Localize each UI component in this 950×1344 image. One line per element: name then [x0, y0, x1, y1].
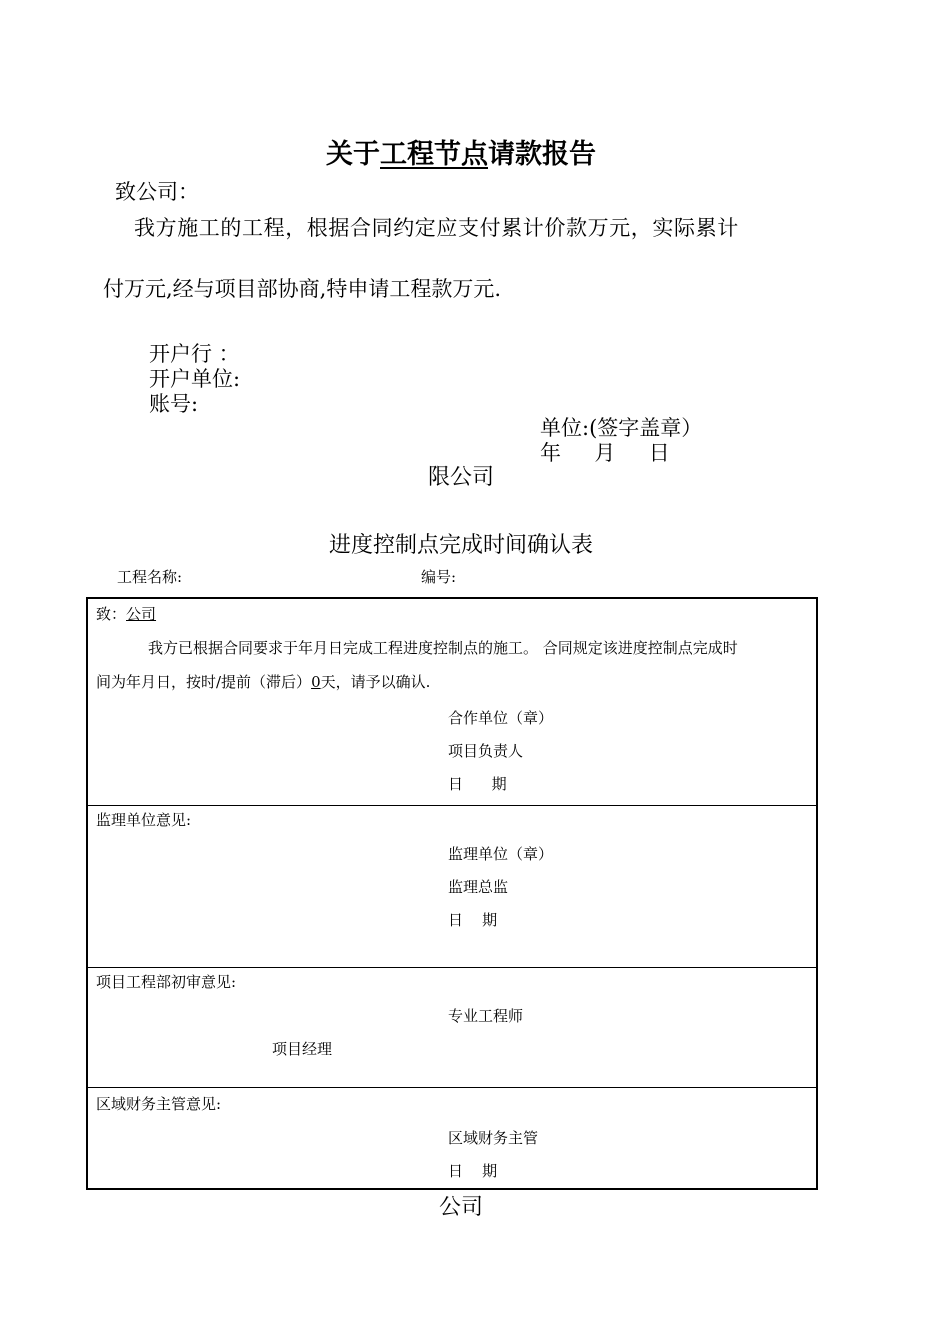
project-manager: 项目经理 [272, 1040, 333, 1058]
account-unit-label: 开户单位: [149, 367, 241, 391]
finance-supervisor: 区域财务主管 [448, 1129, 539, 1147]
contractor-body-1: 我方已根据合同要求于年月日完成工程进度控制点的施工。 合同规定该进度控制点完成时 [148, 639, 738, 657]
contractor-section [88, 599, 816, 805]
to-line [96, 603, 156, 624]
finance-section [88, 1087, 816, 1188]
confirmation-form [86, 597, 818, 1190]
body-line-2: 付万元,经与项目部协商,特申请工程款万元. [103, 277, 502, 301]
confirm-title: 进度控制点完成时间确认表 [328, 533, 593, 558]
supervision-section [88, 805, 816, 967]
signature-unit: 单位:(签字盖章） [540, 416, 703, 440]
request-title [0, 132, 922, 171]
to-company: 公司 [126, 605, 157, 623]
signature-date: 年 月 日 [540, 441, 670, 465]
supervision-label: 监理单位意见: [96, 811, 192, 829]
project-leader: 项目负责人 [448, 742, 524, 760]
body-2-suffix: 天，请予以确认. [320, 673, 431, 691]
bank-label: 开户行 ： [149, 342, 240, 366]
supervision-unit-seal: 监理单位（章） [448, 845, 554, 863]
finance-label: 区域财务主管意见: [96, 1095, 222, 1113]
delay-days: 0 [311, 673, 321, 691]
to-prefix: 致： [96, 605, 127, 623]
title-suffix: 请款报告 [488, 139, 596, 170]
title-underlined: 工程节点 [380, 139, 488, 170]
contractor-body-2 [96, 671, 430, 692]
title-prefix: 关于 [326, 139, 380, 170]
finance-date: 日 期 [448, 1162, 498, 1180]
engineering-label: 项目工程部初审意见: [96, 973, 237, 991]
partner-unit-seal: 合作单位（章） [448, 709, 554, 727]
company-fragment: 限公司 [427, 465, 494, 490]
engineering-section [88, 967, 816, 1087]
project-name-label: 工程名称: [117, 568, 183, 586]
number-label: 编号: [421, 568, 457, 586]
account-number-label: 账号: [149, 392, 199, 416]
professional-engineer: 专业工程师 [448, 1007, 524, 1025]
contractor-date: 日 期 [448, 775, 507, 793]
body-line-1: 我方施工的工程，根据合同约定应支付累计价款万元，实际累计 [134, 216, 739, 240]
supervision-date: 日 期 [448, 911, 498, 929]
footer-company: 公司 [438, 1195, 483, 1220]
chief-supervisor: 监理总监 [448, 878, 509, 896]
salutation: 致公司： [115, 180, 199, 204]
body-2-prefix: 间为年月日，按时/提前（滞后） [96, 673, 312, 691]
